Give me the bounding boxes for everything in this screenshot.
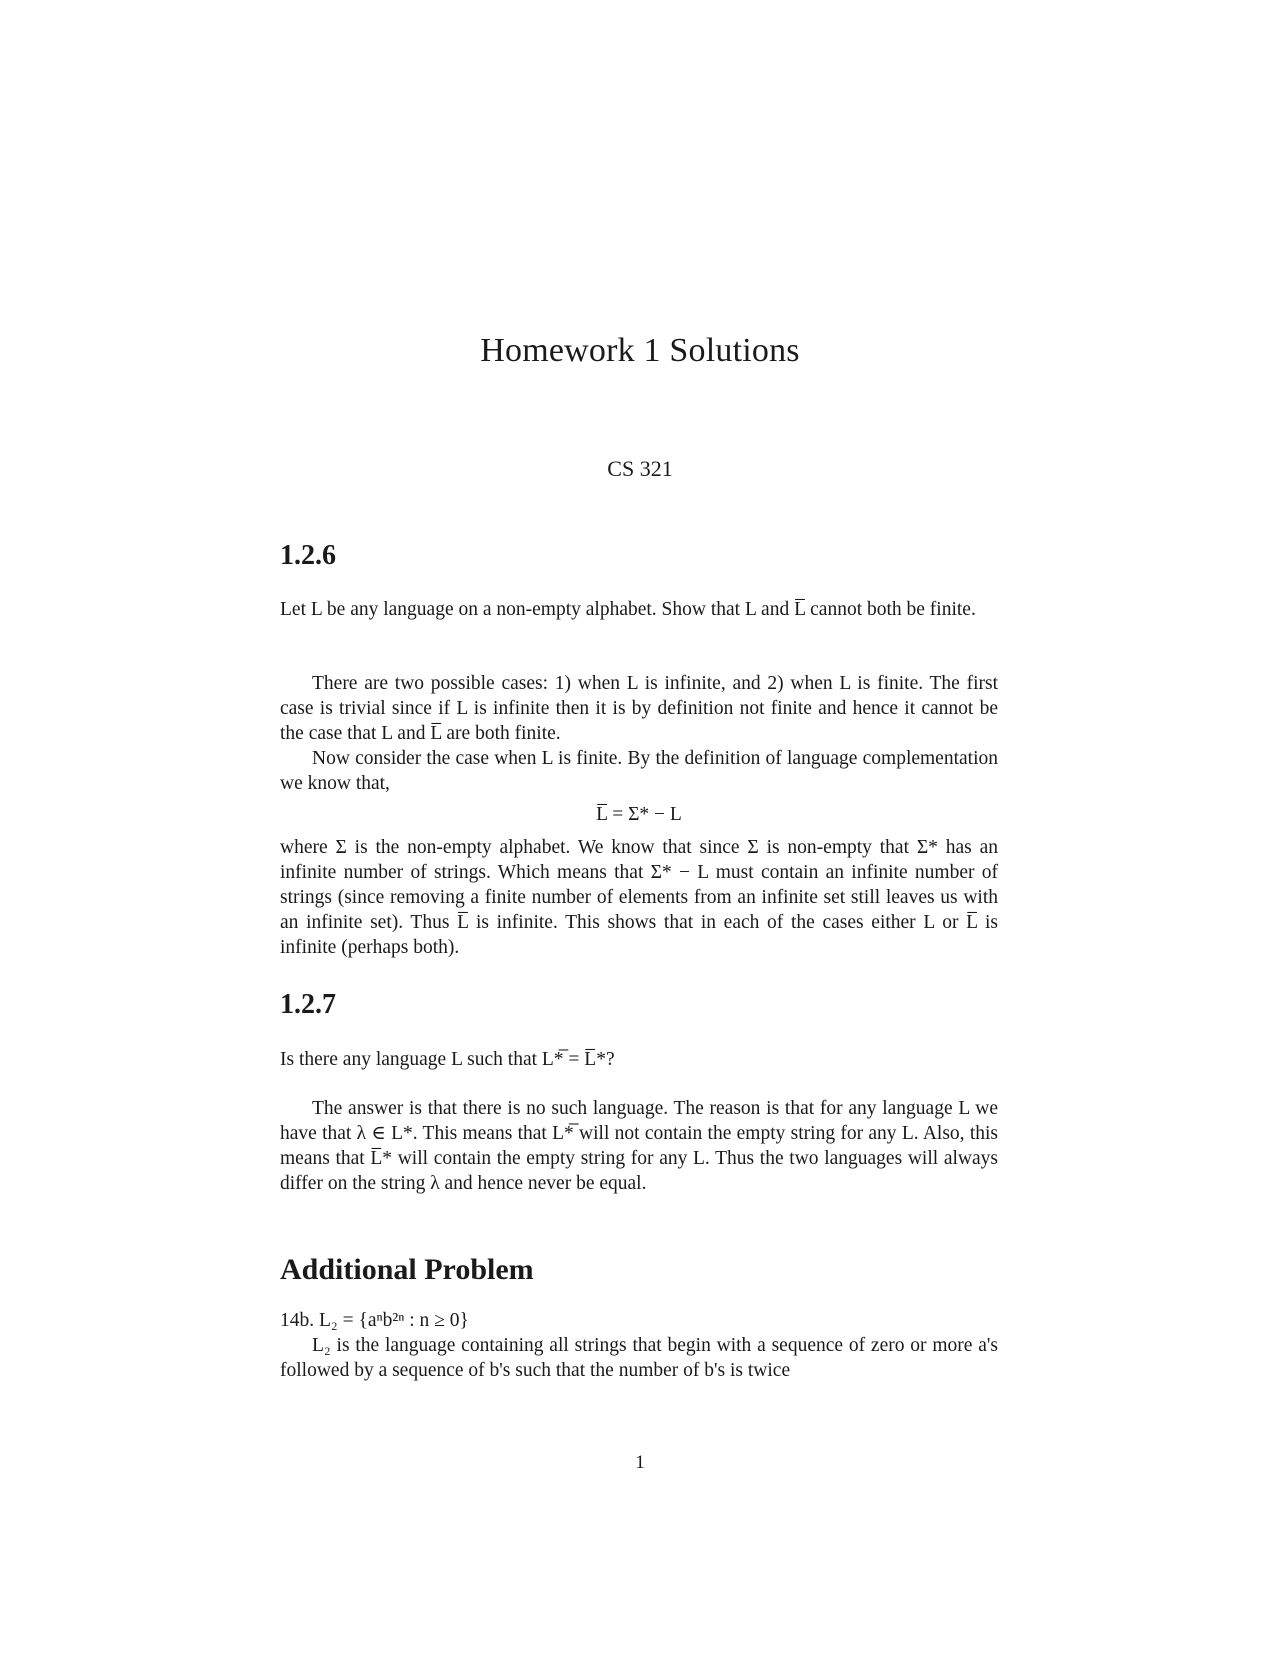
section-1-2-7-answer <box>280 1096 998 1196</box>
section-1-2-6 <box>280 540 998 572</box>
section-heading: Additional Problem <box>280 1253 534 1286</box>
answer-paragraph: Now consider the case when L is finite. By the definition of language complementation we know that, <box>280 748 998 794</box>
section-additional-problem <box>280 1253 998 1287</box>
answer-paragraph: The answer is that there is no such language. The reason is that for any language L we have that λ ∈ L*. This means that L*̅ will not contain the empty string for any L. Also, this means that L̅* will contain the empty string for any L. Thus the two languages will always differ on the string λ and hence never be equal. <box>280 1098 998 1194</box>
equation: L̅ = Σ* − L <box>596 804 682 825</box>
answer-paragraph: where Σ is the non-empty alphabet. We know that since Σ is non-empty that Σ* has an infinite number of strings. Which means that Σ* − L must contain an infinite number of strings (since removing a finite number of elements from an infinite set still leaves us with an infinite set). Thus L̅ is infinite. This shows that in each of the cases either L or L̅ is infinite (perhaps both). <box>280 837 998 958</box>
answer-paragraph: There are two possible cases: 1) when L is infinite, and 2) when L is finite. The first case is trivial since if L is infinite then it is by definition not finite and hence it cannot be the case that L and L̅ are both finite. <box>280 673 998 744</box>
document-author: CS 321 <box>607 456 673 481</box>
section-heading: 1.2.7 <box>280 989 336 1020</box>
problem-label: 14b. L₂ = {aⁿb²ⁿ : n ≥ 0} <box>280 1310 469 1331</box>
section-1-2-6-answer <box>280 671 998 960</box>
section-additional-problem-body <box>280 1308 998 1383</box>
question-text: Is there any language L such that L*̅ = L̅*? <box>280 1049 615 1070</box>
section-1-2-6-question <box>280 597 998 622</box>
answer-paragraph: L₂ is the language containing all strings that begin with a sequence of zero or more a's followed by a sequence of b's such that the number of b's is twice <box>280 1335 998 1381</box>
question-text: Let L be any language on a non-empty alphabet. Show that L and L̅ cannot both be finite. <box>280 599 976 620</box>
document-title: Homework 1 Solutions <box>480 332 800 369</box>
section-1-2-7-question <box>280 1047 998 1072</box>
section-1-2-7 <box>280 989 998 1021</box>
page-number: 1 <box>635 1452 645 1473</box>
section-heading: 1.2.6 <box>280 540 336 571</box>
